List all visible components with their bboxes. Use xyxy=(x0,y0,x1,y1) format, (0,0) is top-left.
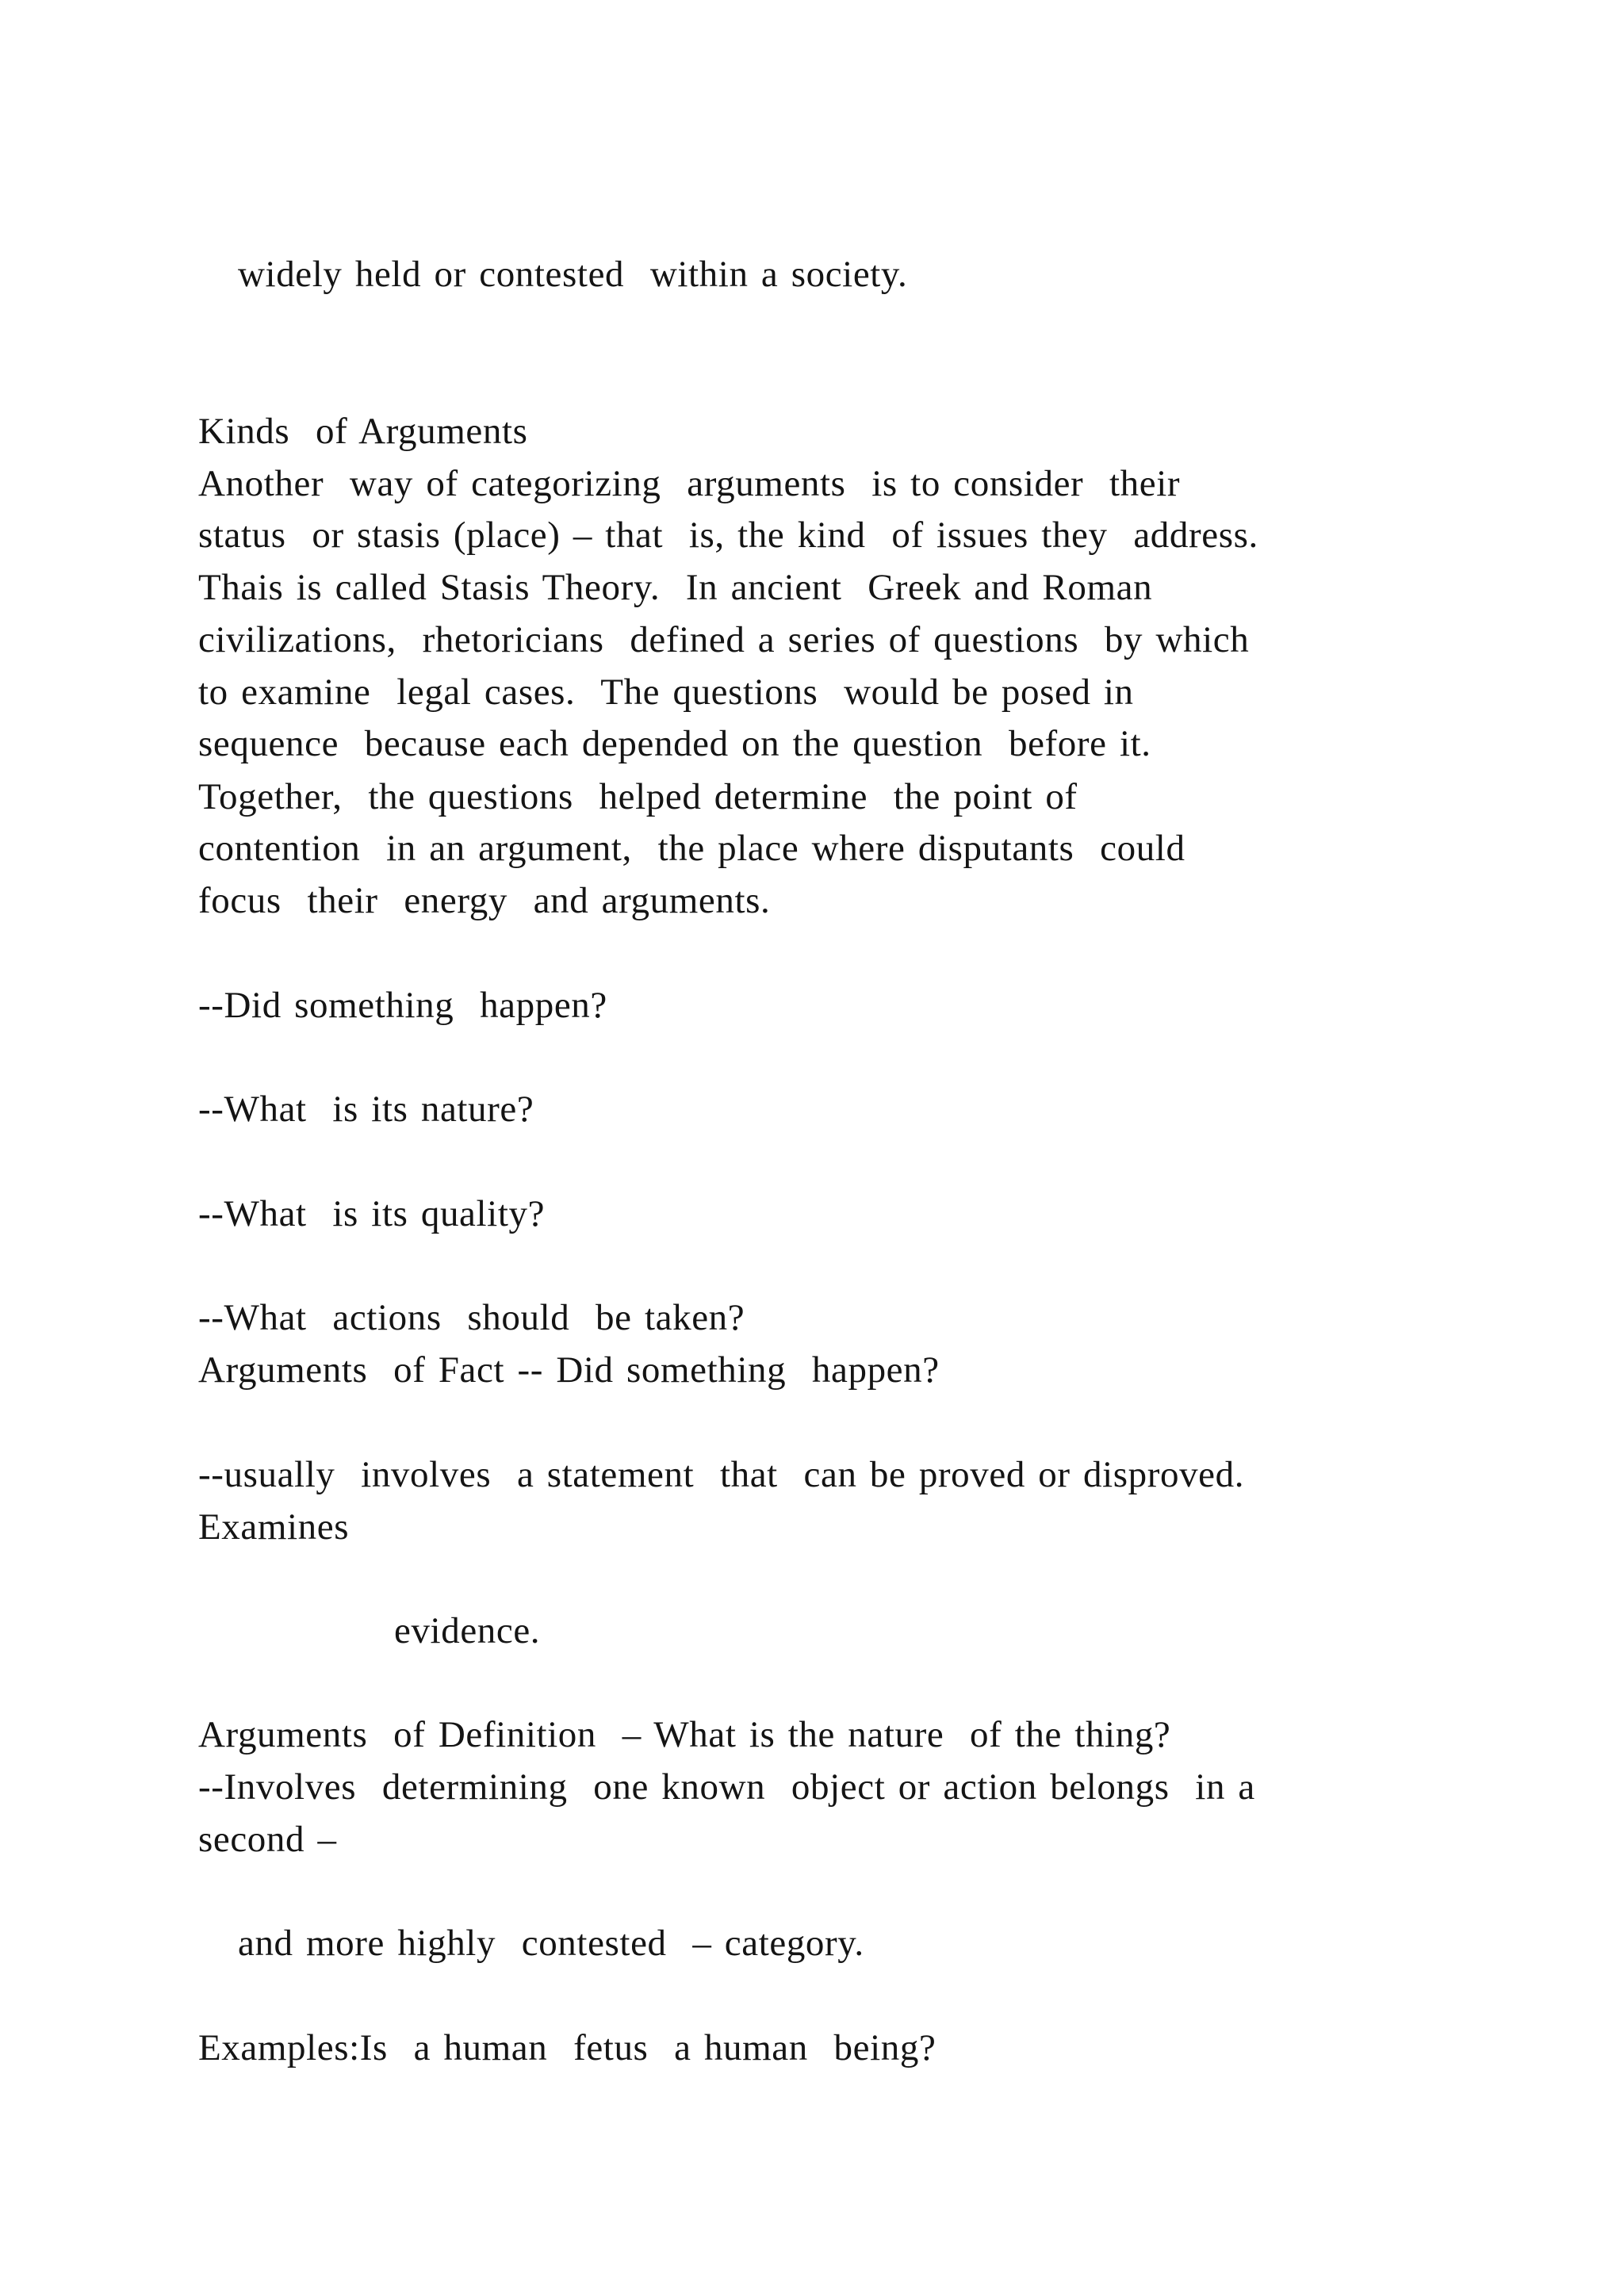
text-line: Examines xyxy=(198,1506,350,1548)
text-line: civilizations, rhetoricians defined a series of questions by which xyxy=(198,619,1250,660)
text-line: --Involves determining one known object or action belongs in a xyxy=(198,1766,1255,1808)
question-line: --What is its quality? xyxy=(198,1193,546,1234)
text-line: second – xyxy=(198,1819,337,1860)
text-line: sequence because each depended on the question before it. xyxy=(198,723,1151,764)
text-line: Another way of categorizing arguments is to consider their xyxy=(198,463,1181,504)
text-line: widely held or contested within a society. xyxy=(238,254,908,295)
subheading-definition: Arguments of Definition – What is the nature of the thing? xyxy=(198,1714,1171,1755)
examples-line: Examples:Is a human fetus a human being? xyxy=(198,2027,936,2068)
text-line: Thais is called Stasis Theory. In ancient Greek and Roman xyxy=(198,567,1153,608)
text-line: focus their energy and arguments. xyxy=(198,880,771,921)
text-line: contention in an argument, the place where disputants could xyxy=(198,828,1185,869)
subheading-fact: Arguments of Fact -- Did something happen? xyxy=(198,1349,940,1391)
question-line: --What actions should be taken? xyxy=(198,1297,745,1338)
text-line: Together, the questions helped determine the point of xyxy=(198,776,1078,817)
text-line: status or stasis (place) – that is, the kind of issues they address. xyxy=(198,515,1258,556)
text-line: --usually involves a statement that can be proved or disproved. xyxy=(198,1454,1245,1495)
question-line: --Did something happen? xyxy=(198,985,607,1026)
question-line: --What is its nature? xyxy=(198,1089,534,1130)
text-line: to examine legal cases. The questions would be posed in xyxy=(198,672,1134,713)
section-heading: Kinds of Arguments xyxy=(198,411,528,452)
text-line: evidence. xyxy=(394,1610,541,1651)
text-line: and more highly contested – category. xyxy=(238,1923,864,1964)
